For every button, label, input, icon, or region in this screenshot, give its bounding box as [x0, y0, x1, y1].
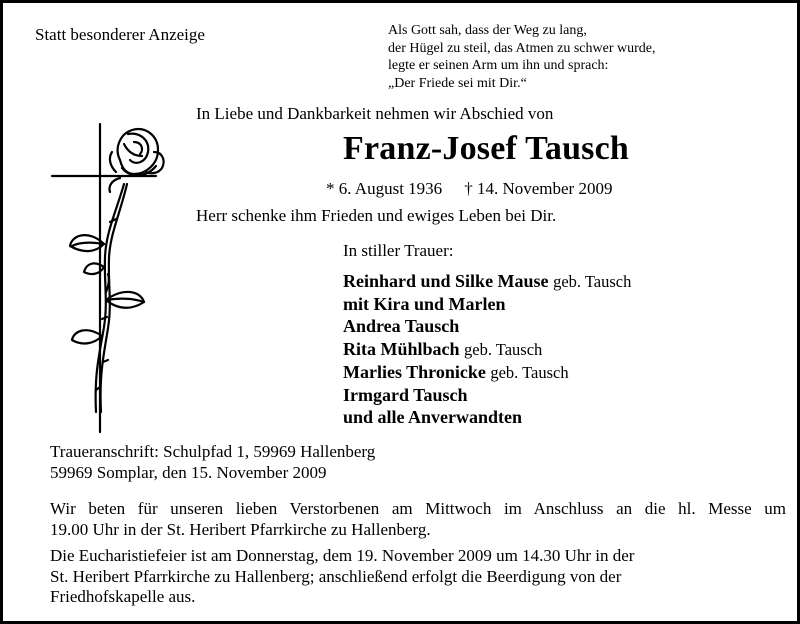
- life-dates: [326, 179, 612, 199]
- notice-heading: Statt besonderer Anzeige: [35, 25, 205, 44]
- mourner-name: Irmgard Tausch: [343, 385, 468, 406]
- prayer-notice: [50, 498, 786, 540]
- mourner-row: [343, 338, 631, 361]
- mourner-row: [343, 315, 631, 337]
- mourner-name: Andrea Tausch: [343, 316, 460, 337]
- deceased-name: Franz-Josef Tausch: [343, 130, 630, 167]
- mourner-nee: geb. Tausch: [490, 362, 569, 382]
- address-line: Traueranschrift: Schulpfad 1, 59969 Hallenberg: [50, 442, 376, 461]
- mourner-row: [343, 361, 631, 384]
- mourner-name: mit Kira und Marlen: [343, 294, 506, 315]
- mourner-name: Rita Mühlbach: [343, 338, 460, 359]
- mourner-row: [343, 270, 631, 293]
- poem-line: Als Gott sah, dass der Weg zu lang,: [388, 23, 587, 38]
- mourners-list: [343, 270, 631, 428]
- death-date: † 14. November 2009: [464, 179, 613, 198]
- poem-line: legte er seinen Arm um ihn und sprach:: [388, 58, 609, 73]
- funeral-notice: [50, 546, 634, 608]
- mourner-row: [343, 384, 631, 406]
- poem: [388, 22, 655, 92]
- mourner-name: Reinhard und Silke Mause: [343, 271, 549, 291]
- cross-with-rose-icon: [50, 122, 170, 434]
- blessing: Herr schenke ihm Frieden und ewiges Leben bei Dir.: [196, 206, 557, 225]
- funeral-notice-line: Die Eucharistiefeier ist am Donnerstag, dem 19. November 2009 um 14.30 Uhr in der: [50, 546, 635, 565]
- birth-date: * 6. August 1936: [326, 179, 443, 198]
- poem-line: „Der Friede sei mit Dir.“: [388, 75, 527, 91]
- mourning-address: [50, 441, 375, 483]
- poem-line: der Hügel zu steil, das Atmen zu schwer wurde,: [388, 40, 656, 56]
- mourner-name: Marlies Thronicke: [343, 361, 486, 382]
- mourner-row: [343, 406, 631, 428]
- funeral-notice-line: St. Heribert Pfarrkirche zu Hallenberg; anschließend erfolgt die Beerdigung von der: [50, 566, 622, 586]
- prayer-notice-line: Wir beten für unseren lieben Verstorbenen am Mittwoch im Anschluss an die hl. Messe um: [50, 499, 786, 518]
- mourner-nee: geb. Tausch: [553, 272, 632, 291]
- farewell-intro: In Liebe und Dankbarkeit nehmen wir Abschied von: [196, 104, 554, 123]
- mourning-label: In stiller Trauer:: [343, 241, 454, 260]
- place-date-line: 59969 Somplar, den 15. November 2009: [50, 463, 327, 482]
- mourner-row: [343, 293, 631, 315]
- mourner-name: und alle Anverwandten: [343, 407, 523, 428]
- mourner-nee: geb. Tausch: [464, 339, 543, 359]
- funeral-notice-line: Friedhofskapelle aus.: [50, 587, 196, 606]
- prayer-notice-line: 19.00 Uhr in der St. Heribert Pfarrkirche zu Hallenberg.: [50, 520, 431, 539]
